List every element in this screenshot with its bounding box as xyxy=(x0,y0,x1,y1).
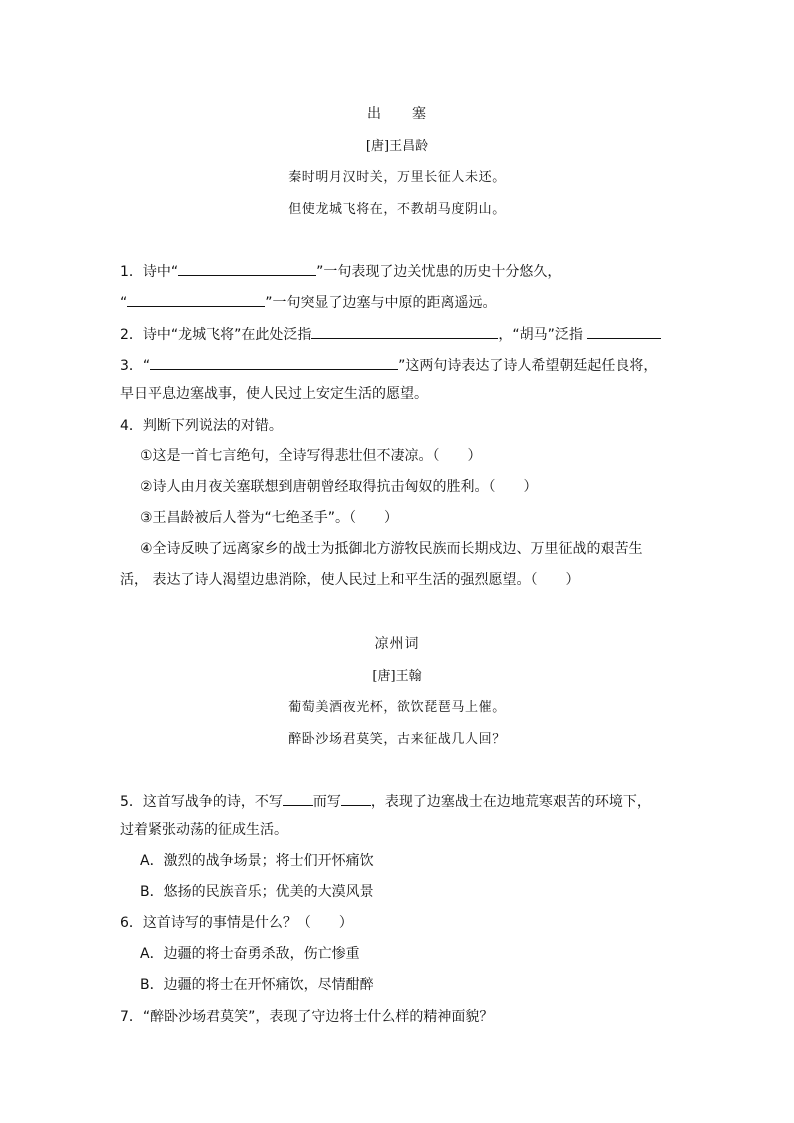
q3-text: ”这两句诗表达了诗人希望朝廷起任良将， xyxy=(398,358,658,374)
q1-answer-blank-1[interactable] xyxy=(178,260,316,276)
q4-statement-4-line-1: ④全诗反映了远离家乡的战士为抵御北方游牧民族而长期戍边、万里征战的艰苦生 xyxy=(140,541,643,557)
q4-statement-1: ①这是一首七言绝句，全诗写得悲壮但不凄凉。（ ） xyxy=(140,448,482,464)
poem1-title xyxy=(0,103,794,123)
q5-answer-blank-1[interactable] xyxy=(283,790,313,806)
question-1-line-2 xyxy=(120,291,690,312)
poem1-title-char2: 塞 xyxy=(412,106,427,122)
question-4-head: 4．判断下列说法的对错。 xyxy=(120,418,283,434)
poem2-author: [唐]王翰 xyxy=(372,669,422,684)
poem2-line-1: 葡萄美酒夜光杯，欲饮琵琶马上催。 xyxy=(288,700,506,715)
poem1-line-2: 但使龙城飞将在，不教胡马度阴山。 xyxy=(288,202,506,217)
q5-text-c: ，表现了边塞战士在边地荒寒艰苦的环境下， xyxy=(370,794,651,810)
poem1-line-1: 秦时明月汉时关，万里长征人未还。 xyxy=(288,170,506,185)
q1-text-2: ”一句突显了边塞与中原的距离遥远。 xyxy=(265,295,497,311)
question-2 xyxy=(120,323,690,344)
q5-text-b: 而写 xyxy=(312,794,341,810)
question-3-line-2: 早日平息边塞战事，使人民过上安定生活的愿望。 xyxy=(120,386,428,402)
q4-statement-2: ②诗人由月夜关塞联想到唐朝曾经取得抗击匈奴的胜利。（ ） xyxy=(140,479,538,495)
q2-answer-blank-1[interactable] xyxy=(311,323,498,339)
poem1-author: [唐]王昌龄 xyxy=(365,139,429,154)
q5-option-b[interactable]: B．悠扬的民族音乐；优美的大漠风景 xyxy=(140,884,374,900)
q4-statement-4-line-2: 活， 表达了诗人渴望边患消除，使人民过上和平生活的强烈愿望。（ ） xyxy=(120,572,580,588)
q1-answer-blank-2[interactable] xyxy=(127,291,265,307)
question-3-line-1 xyxy=(120,354,690,375)
q1-open-quote: “ xyxy=(120,295,128,311)
q1-prefix: 1．诗中“ xyxy=(120,264,179,280)
poem2-title: 凉州词 xyxy=(374,636,420,652)
q1-text: ”一句表现了边关忧患的历史十分悠久， xyxy=(316,264,562,280)
question-5-line-2: 过着紧张动荡的征成生活。 xyxy=(120,822,288,838)
q5-answer-blank-2[interactable] xyxy=(341,790,371,806)
q3-answer-blank[interactable] xyxy=(150,354,398,370)
question-6-head: 6．这首诗写的事情是什么？（ ） xyxy=(120,915,353,931)
q2-text-a: 2．诗中“龙城飞将”在此处泛指 xyxy=(120,327,312,343)
question-5-line-1 xyxy=(120,790,690,811)
q5-option-a[interactable]: A．激烈的战争场景；将士们开怀痛饮 xyxy=(140,853,374,869)
q4-statement-3: ③王昌龄被后人誉为“七绝圣手”。（ ） xyxy=(140,510,399,526)
question-7-head: 7．“醉卧沙场君莫笑”，表现了守边将士什么样的精神面貌？ xyxy=(120,1009,494,1025)
question-1-line-1 xyxy=(120,260,690,281)
q2-answer-blank-2[interactable] xyxy=(587,323,661,339)
q6-option-b[interactable]: B．边疆的将士在开怀痛饮，尽情酣醉 xyxy=(140,977,374,993)
q2-text-b: ，“胡马”泛指 xyxy=(498,327,583,343)
q5-text-a: 5．这首写战争的诗，不写 xyxy=(120,794,283,810)
poem2-line-2: 醉卧沙场君莫笑，古来征战几人回？ xyxy=(288,732,506,747)
poem1-title-char1: 出 xyxy=(367,106,382,122)
q3-prefix: 3．“ xyxy=(120,358,151,374)
q6-option-a[interactable]: A．边疆的将士奋勇杀敌，伤亡惨重 xyxy=(140,946,360,962)
